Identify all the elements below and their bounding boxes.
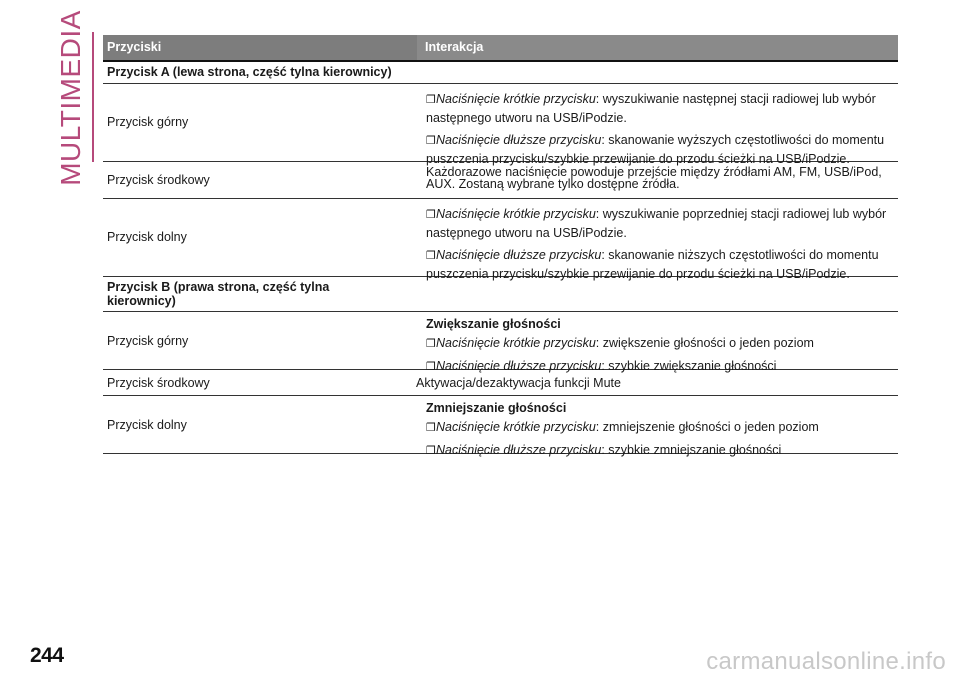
list-item: ❒Naciśnięcie dłuższe przycisku: skanowanie wyższych częstotliwości do momentu puszczenia przycisku/szybkie przewijanie do przodu ścieżki na USB/iPodzie. [426,132,885,166]
buttons-table [103,35,898,457]
list-item: ❒Naciśnięcie dłuższe przycisku: szybkie zwiększanie głośności [426,357,892,376]
row-content: Aktywacja/dezaktywacja funkcji Mute [416,375,621,390]
checkbox-bullet-icon: ❒ [426,444,436,457]
table-row [103,199,898,281]
list-item: ❒Naciśnięcie krótkie przycisku: wyszukiwanie następnej stacji radiowej lub wybór następnego utworu na USB/iPodzie. [426,91,876,125]
row-label: Przycisk środkowy [107,172,210,187]
table-row [103,162,898,199]
list-item: ❒Naciśnięcie krótkie przycisku: wyszukiwanie poprzedniej stacji radiowej lub wybór następnego utworu na USB/iPodzie. [426,206,887,240]
section-title-vertical [54,10,88,186]
watermark: carmanualsonline.info [706,648,946,675]
list-item: ❒Naciśnięcie dłuższe przycisku: skanowanie niższych częstotliwości do momentu puszczenia przycisku/szybkie przewijanie do przodu ścieżki na USB/iPodzie. [426,247,879,281]
section-button-a: Przycisk A (lewa strona, część tylna kierownicy) [103,62,898,84]
header-buttons: Przyciski [103,35,417,60]
row-label: Przycisk górny [107,115,189,130]
header-interaction: Interakcja [425,40,484,55]
row-content [410,84,898,166]
row-content [410,396,898,457]
checkbox-bullet-icon: ❒ [426,134,436,147]
accent-bar [92,32,94,162]
row-label: Przycisk górny [107,333,189,348]
section-button-b: Przycisk B (prawa strona, część tylna kierownicy) [103,277,898,313]
checkbox-bullet-icon: ❒ [426,360,436,373]
checkbox-bullet-icon: ❒ [426,249,436,262]
row-label: Przycisk środkowy [107,375,210,390]
table-header [103,35,898,62]
row-content: Każdorazowe naciśnięcie powoduje przejście między źródłami AM, FM, USB/iPod, AUX. Zostaną wybrane tylko dostępne źródła. [426,164,882,192]
list-item: ❒Naciśnięcie krótkie przycisku: zwiększenie głośności o jeden poziom [426,334,892,353]
checkbox-bullet-icon: ❒ [426,93,436,106]
section-title-text: MULTIMEDIA [55,10,87,186]
checkbox-bullet-icon: ❒ [426,338,436,350]
table-row [103,84,898,166]
row-subtitle: Zwiększanie głośności [426,317,561,332]
row-content [410,312,898,373]
list-item: ❒Naciśnięcie dłuższe przycisku: szybkie zmniejszanie głośności [426,441,892,460]
table-row [103,370,898,396]
checkbox-bullet-icon: ❒ [426,422,436,434]
row-content [410,199,898,281]
table-row [103,396,898,457]
page-number: 244 [30,644,64,667]
table-row [103,312,898,373]
row-subtitle: Zmniejszanie głośności [426,401,567,416]
row-label: Przycisk dolny [107,230,187,245]
checkbox-bullet-icon: ❒ [426,208,436,221]
list-item: ❒Naciśnięcie krótkie przycisku: zmniejszenie głośności o jeden poziom [426,418,892,437]
row-label: Przycisk dolny [107,417,187,432]
